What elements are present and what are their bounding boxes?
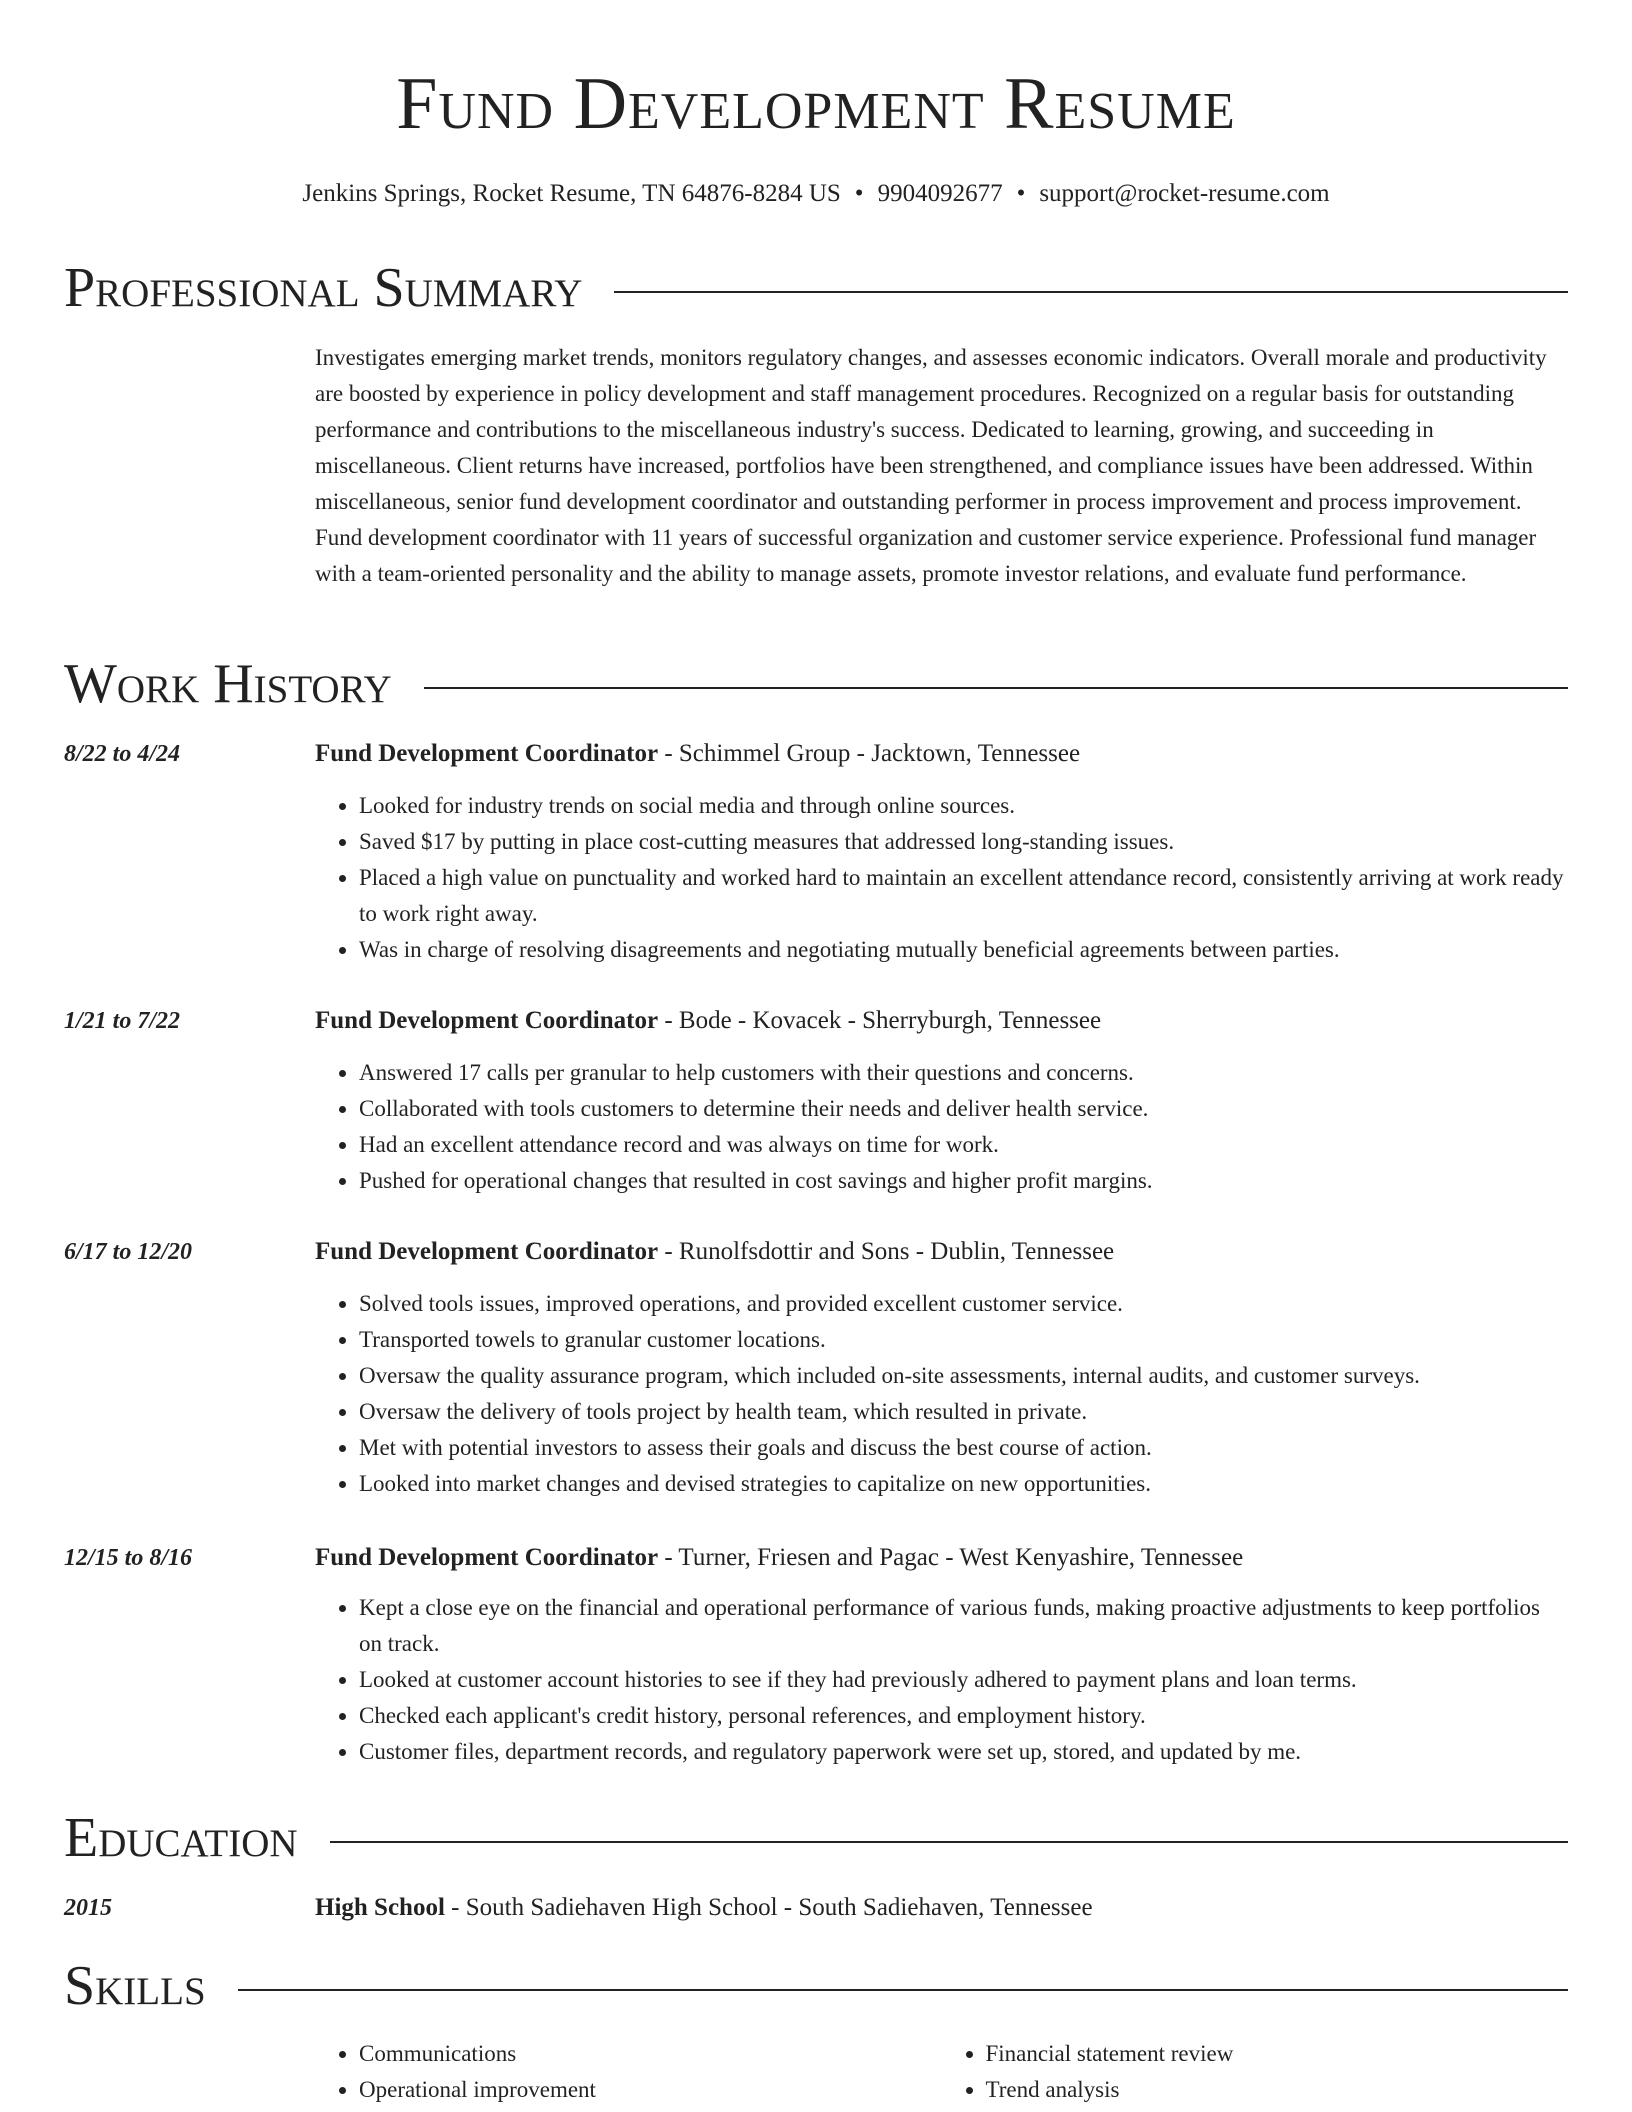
job-title: Fund Development Coordinator: [315, 1544, 659, 1571]
education-heading: Education: [64, 1807, 298, 1869]
skills-section-header: [64, 1954, 1568, 2018]
job-bullet: • Oversaw the delivery of tools project by health team, which resulted in private.: [359, 1394, 1568, 1430]
job-entry: [64, 1003, 1568, 1199]
job-bullet: • Looked for industry trends on social media and through online sources.: [359, 788, 1568, 824]
job-bullet: • Was in charge of resolving disagreements and negotiating mutually beneficial agreements between parties.: [359, 932, 1568, 968]
contact-separator: •: [1016, 180, 1026, 207]
job-bullets: [315, 1286, 1568, 1502]
job-bullet: • Met with potential investors to assess their goals and discuss the best course of action.: [359, 1430, 1568, 1466]
job-bullet: • Placed a high value on punctuality and worked hard to maintain an excellent attendance record, consistently arriving at work ready to work right away.: [359, 860, 1568, 932]
contact-phone: 9904092677: [877, 180, 1003, 207]
summary-section-header: [64, 256, 1568, 320]
skill-item: • Trend analysis: [986, 2072, 1569, 2108]
job-title-line: [315, 1003, 1568, 1039]
skills-column-left: [315, 2036, 942, 2108]
skills-list: [315, 2036, 1568, 2108]
summary-text: Investigates emerging market trends, monitors regulatory changes, and assesses economic indicators. Overall morale and productivity are boosted by experience in policy development and staff management procedures. Recognized on a regular basis for outstanding performance and contributions to the miscellaneous industry's success. Dedicated to learning, growing, and succeeding in miscellaneous. Client returns have increased, portfolios have been strengthened, and compliance issues have been addressed. Within miscellaneous, senior fund development coordinator and outstanding performer in process improvement and process improvement. Fund development coordinator with 11 years of successful organization and customer service experience. Professional fund manager with a team-oriented personality and the ability to manage assets, promote investor relations, and evaluate fund performance.: [315, 345, 1547, 586]
job-bullet: • Solved tools issues, improved operations, and provided excellent customer service.: [359, 1286, 1568, 1322]
job-title-line: [315, 1234, 1568, 1270]
job-dates: 12/15 to 8/16: [64, 1545, 193, 1571]
job-title-line: [315, 736, 1568, 772]
contact-separator: •: [854, 180, 864, 207]
job-bullet: • Pushed for operational changes that resulted in cost savings and higher profit margins.: [359, 1163, 1568, 1199]
job-bullet: • Had an excellent attendance record and was always on time for work.: [359, 1127, 1568, 1163]
job-entry: [64, 1540, 1568, 1770]
skills-heading: Skills: [64, 1955, 206, 2017]
job-bullet: • Looked into market changes and devised strategies to capitalize on new opportunities.: [359, 1466, 1568, 1502]
skill-item: • Financial statement review: [986, 2036, 1569, 2072]
job-employer: - Turner, Friesen and Pagac - West Kenyashire, Tennessee: [658, 1544, 1244, 1571]
job-title: Fund Development Coordinator: [315, 1238, 659, 1265]
contact-email: support@rocket-resume.com: [1039, 180, 1330, 207]
job-bullet: • Checked each applicant's credit history, personal references, and employment history.: [359, 1698, 1568, 1734]
job-bullets: [315, 788, 1568, 968]
section-divider: [238, 1989, 1568, 1991]
job-bullet: • Kept a close eye on the financial and operational performance of various funds, making proactive adjustments to keep portfolios on track.: [359, 1590, 1568, 1662]
job-bullet: • Oversaw the quality assurance program, which included on-site assessments, internal audits, and customer surveys.: [359, 1358, 1568, 1394]
job-title: Fund Development Coordinator: [315, 740, 659, 767]
job-employer: - Schimmel Group - Jacktown, Tennessee: [658, 740, 1081, 767]
job-employer: - Bode - Kovacek - Sherryburgh, Tennessee: [658, 1007, 1102, 1034]
job-dates: 8/22 to 4/24: [64, 741, 181, 767]
education-dates: 2015: [64, 1895, 112, 1921]
job-bullet: • Collaborated with tools customers to determine their needs and deliver health service.: [359, 1091, 1568, 1127]
work-section-header: [64, 652, 1568, 716]
section-divider: [614, 291, 1568, 293]
skill-item: • Communications: [359, 2036, 942, 2072]
skill-item: • Operational improvement: [359, 2072, 942, 2108]
job-bullets: [315, 1590, 1568, 1770]
education-title-line: [315, 1890, 1568, 1926]
job-bullets: [315, 1055, 1568, 1199]
job-employer: - Runolfsdottir and Sons - Dublin, Tennessee: [658, 1238, 1115, 1265]
job-entry: [64, 1234, 1568, 1502]
section-divider: [330, 1841, 1568, 1843]
education-degree: High School: [315, 1894, 445, 1921]
job-bullet: • Saved $17 by putting in place cost-cutting measures that addressed long-standing issues.: [359, 824, 1568, 860]
education-school: - South Sadiehaven High School - South Sadiehaven, Tennessee: [444, 1894, 1093, 1921]
job-bullet: • Customer files, department records, and regulatory paperwork were set up, stored, and updated by me.: [359, 1734, 1568, 1770]
work-heading: Work History: [64, 653, 392, 715]
job-dates: 1/21 to 7/22: [64, 1008, 181, 1034]
job-title-line: [315, 1540, 1568, 1576]
resume-title: Fund Development Resume: [396, 63, 1236, 145]
skills-column-right: [942, 2036, 1569, 2108]
contact-line: [0, 178, 1632, 210]
job-entry: [64, 736, 1568, 968]
job-bullet: • Answered 17 calls per granular to help customers with their questions and concerns.: [359, 1055, 1568, 1091]
contact-address: Jenkins Springs, Rocket Resume, TN 64876-8284 US: [302, 180, 841, 207]
job-dates: 6/17 to 12/20: [64, 1239, 193, 1265]
job-bullet: • Transported towels to granular customer locations.: [359, 1322, 1568, 1358]
job-bullet: • Looked at customer account histories to see if they had previously adhered to payment plans and loan terms.: [359, 1662, 1568, 1698]
section-divider: [424, 687, 1568, 689]
education-section-header: [64, 1806, 1568, 1870]
job-title: Fund Development Coordinator: [315, 1007, 659, 1034]
summary-heading: Professional Summary: [64, 257, 583, 319]
education-entry: [64, 1890, 1568, 1926]
